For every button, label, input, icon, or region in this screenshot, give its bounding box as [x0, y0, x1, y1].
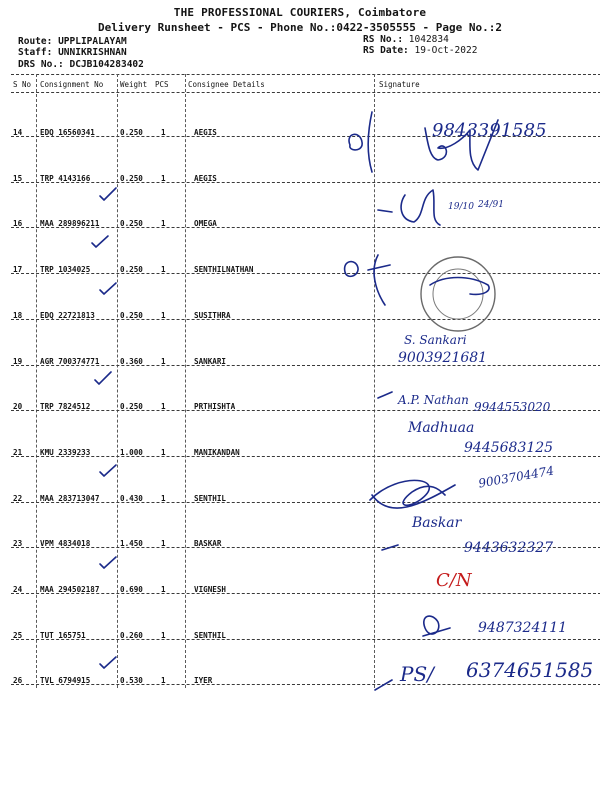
handwritten-name: S. Sankari	[404, 333, 467, 347]
row-consignment: TRP 1034025	[40, 265, 91, 275]
row-pcs: 1	[161, 265, 166, 275]
column-header-pcs: PCS	[155, 80, 169, 89]
row-consignee: OMEGA	[194, 219, 217, 229]
signature-stroke	[349, 134, 362, 150]
handwritten-phone: 9843391585	[432, 120, 547, 141]
row-sno: 16	[13, 219, 23, 229]
column-header-weight: Weight	[120, 80, 148, 89]
row-consignment: MAA 289896211	[40, 219, 100, 229]
signature-stroke	[345, 262, 358, 277]
row-pcs: 1	[161, 676, 166, 686]
row-consignment: TRP 4143166	[40, 173, 91, 183]
tick-mark	[92, 236, 108, 247]
signature-stroke	[378, 392, 392, 398]
row-sno: 25	[13, 630, 23, 640]
handwritten-date: 19/10	[448, 202, 474, 212]
row-consignment: KMU 2339233	[40, 447, 91, 457]
row-consignee: SENTHILNATHAN	[194, 265, 254, 275]
row-consignee: MANIKANDAN	[194, 447, 240, 457]
document-title: THE PROFESSIONAL COURIERS, Coimbatore	[173, 6, 427, 19]
row-consignee: SANKARI	[194, 356, 227, 366]
handwritten-phone: 9443632327	[464, 540, 554, 556]
row-sno: 22	[13, 493, 23, 503]
row-sno: 14	[13, 128, 23, 137]
handwritten-phone: 9445683125	[464, 440, 554, 456]
drs-label: DRS No.:	[18, 59, 64, 70]
row-weight: 0.260	[120, 630, 143, 640]
row-consignment: TRP 7824512	[40, 402, 91, 412]
handwritten-note: C/N	[436, 570, 472, 591]
row-consignment: TUT 165751	[40, 630, 86, 640]
route-label: Route:	[18, 36, 53, 47]
row-consignment: VPM 4834018	[40, 539, 91, 549]
handwritten-phone: 9003704474	[477, 463, 555, 491]
row-sno: 24	[13, 585, 23, 594]
row-weight: 0.250	[120, 128, 143, 137]
row-sno: 20	[13, 402, 23, 412]
row-consignee: VIGNESH	[194, 585, 227, 594]
signature-stroke	[382, 545, 398, 550]
row-pcs: 1	[161, 310, 166, 320]
row-pcs: 1	[161, 447, 166, 457]
signature-stroke	[401, 190, 440, 225]
handwritten-phone: 6374651585	[466, 658, 594, 682]
row-consignment: TVL 6794915	[40, 676, 91, 686]
handwritten-date: 24/91	[478, 200, 504, 210]
row-consignee: BASKAR	[194, 539, 222, 549]
tick-mark	[95, 372, 111, 384]
row-sno: 19	[13, 356, 23, 366]
handwritten-phone: 9003921681	[398, 350, 488, 366]
rs-no-value: 1042834	[408, 34, 449, 45]
row-pcs: 1	[161, 219, 166, 229]
rs-date-label: RS Date:	[363, 45, 409, 56]
handwritten-name: Madhuaa	[408, 420, 475, 436]
document-subtitle: Delivery Runsheet - PCS - Phone No.:0422-3505555 - Page No.:2	[98, 21, 502, 34]
row-weight: 0.690	[120, 585, 143, 594]
row-sno: 17	[13, 265, 23, 275]
handwritten-phone: 9487324111	[478, 620, 568, 636]
row-pcs: 1	[161, 173, 166, 183]
row-pcs: 1	[161, 128, 166, 137]
tick-mark	[100, 188, 116, 200]
row-consignment: EDQ 22721813	[40, 310, 95, 320]
row-pcs: 1	[161, 493, 166, 503]
signature-stroke	[370, 480, 445, 505]
row-weight: 1.450	[120, 539, 143, 549]
row-consignment: MAA 294502187	[40, 585, 100, 594]
row-consignee: AEGIS	[194, 128, 217, 137]
row-sno: 23	[13, 539, 23, 549]
row-weight: 0.250	[120, 219, 143, 229]
row-weight: 0.360	[120, 356, 143, 366]
row-weight: 0.250	[120, 310, 143, 320]
tick-mark	[100, 283, 116, 294]
row-consignee: SENTHIL	[194, 493, 227, 503]
tick-mark	[100, 557, 116, 568]
rs-no-label: RS No.:	[363, 34, 404, 45]
handwritten-note: PS/	[400, 662, 434, 686]
row-consignee: AEGIS	[194, 173, 217, 183]
signature-stroke	[375, 680, 392, 690]
signature-stroke	[430, 278, 489, 295]
row-weight: 0.530	[120, 676, 143, 686]
row-consignment: AGR 700374771	[40, 356, 100, 366]
handwritten-name: A.P. Nathan	[398, 393, 469, 407]
row-sno: 26	[13, 676, 23, 686]
column-header-consignee: Consignee Details	[188, 80, 265, 89]
row-consignment: EDQ 16560341	[40, 128, 95, 137]
row-weight: 0.430	[120, 493, 143, 503]
row-pcs: 1	[161, 539, 166, 549]
row-sno: 21	[13, 447, 23, 457]
signature-stroke	[374, 255, 385, 305]
route-value: UPPLIPALAYAM	[58, 36, 127, 47]
row-consignee: SENTHIL	[194, 630, 227, 640]
staff-value: UNNIKRISHNAN	[58, 47, 127, 58]
row-pcs: 1	[161, 630, 166, 640]
staff-label: Staff:	[18, 47, 53, 58]
row-weight: 1.000	[120, 447, 143, 457]
signature-stroke	[368, 112, 372, 172]
column-header-consignment: Consignment No	[40, 80, 104, 89]
tick-mark	[100, 465, 116, 476]
rs-date-value: 19-Oct-2022	[414, 45, 478, 56]
handwritten-phone: 9944553020	[474, 400, 551, 414]
tick-mark	[100, 657, 116, 668]
column-header-signature: Signature	[379, 80, 420, 89]
row-pcs: 1	[161, 402, 166, 412]
row-sno: 15	[13, 173, 23, 183]
column-header-sno: S No	[13, 80, 32, 89]
row-consignee: SUSITHRA	[194, 310, 231, 320]
row-consignee: IYER	[194, 676, 213, 686]
row-weight: 0.250	[120, 402, 143, 412]
row-weight: 0.250	[120, 265, 143, 275]
row-consignment: MAA 283713047	[40, 493, 100, 503]
signature-stroke	[368, 265, 390, 270]
signature-stroke	[378, 210, 392, 212]
row-consignee: PRTHISHTA	[194, 402, 236, 412]
drs-value: DCJB104283402	[69, 59, 144, 70]
handwritten-name: Baskar	[412, 515, 462, 531]
row-pcs: 1	[161, 356, 166, 366]
row-pcs: 1	[161, 585, 166, 594]
row-weight: 0.250	[120, 173, 143, 183]
row-sno: 18	[13, 310, 23, 320]
